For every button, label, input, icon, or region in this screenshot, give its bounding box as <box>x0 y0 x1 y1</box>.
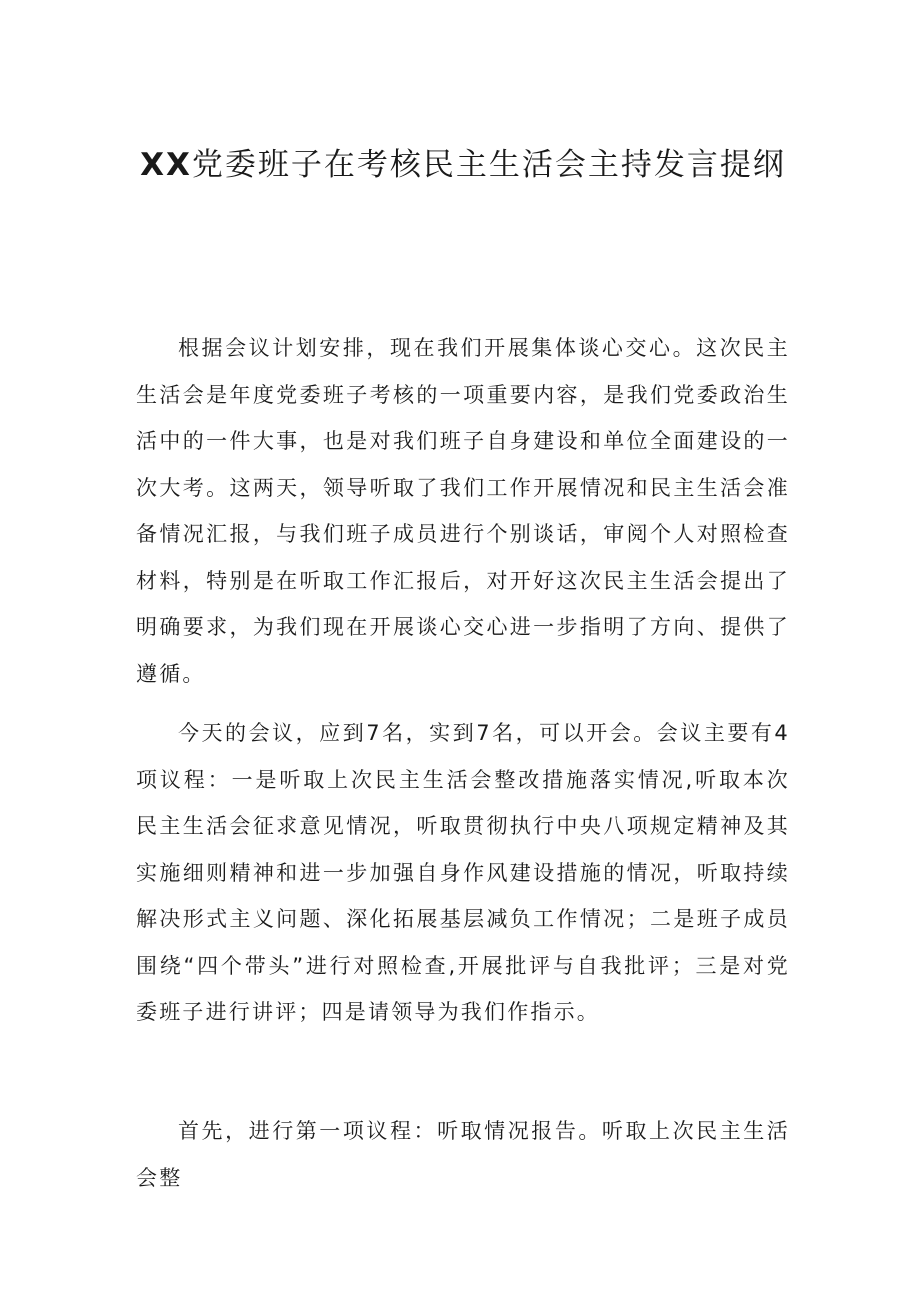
paragraph-intro: 根据会议计划安排，现在我们开展集体谈心交心。这次民主生活会是年度党委班子考核的一项重要内容，是我们党委政治生活中的一件大事，也是对我们班子自身建设和单位全面建设的一次大考。这两天，领导听取了我们工作开展情况和民主生活会准备情况汇报，与我们班子成员进行个别谈话，审阅个人对照检查材料，特别是在听取工作汇报后，对开好这次民主生活会提出了明确要求，为我们现在开展谈心交心进一步指明了方向、提供了遵循。 <box>136 336 790 686</box>
paragraph-first-item: 首先，进行第一项议程：听取情况报告。听取上次民主生活会整 <box>136 1119 790 1190</box>
title-prefix: XX <box>140 147 192 183</box>
document-title <box>138 138 788 192</box>
title-text: 党委班子在考核民主生活会主持发言提纲 <box>191 147 786 183</box>
paragraph-agenda: 今天的会议，应到7名，实到7名，可以开会。会议主要有4项议程：一是听取上次民主生活会整改措施落实情况,听取本次民主生活会征求意见情况，听取贯彻执行中央八项规定精神及其实施细则精神和进一步加强自身作风建设措施的情况，听取持续解决形式主义问题、深化拓展基层减负工作情况；二是班子成员围绕“四个带头”进行对照检查,开展批评与自我批评；三是对党委班子进行讲评；四是请领导为我们作指示。 <box>136 721 790 1024</box>
